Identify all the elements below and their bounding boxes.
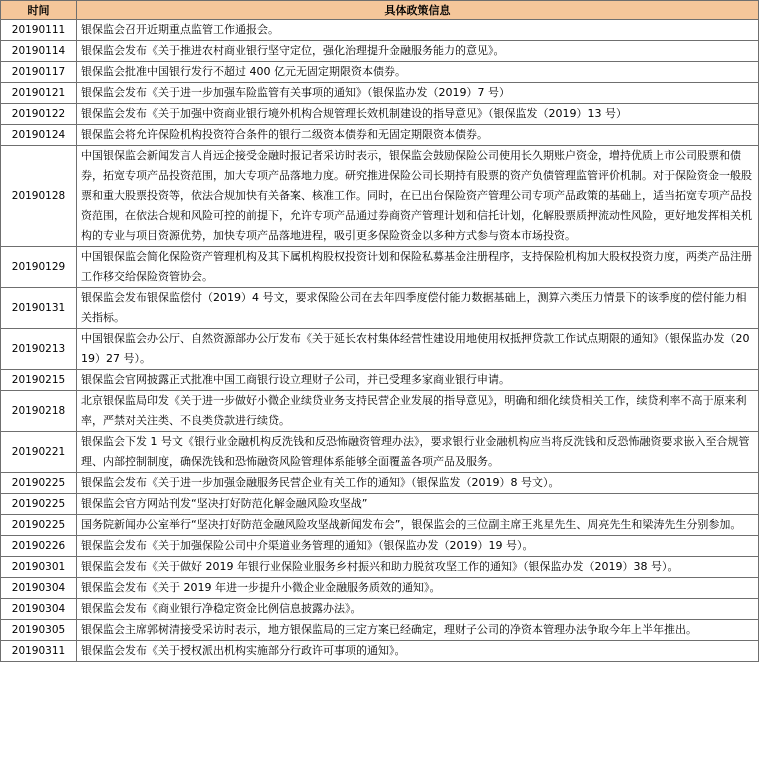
table-row xyxy=(1,473,759,494)
date-cell: 20190225 xyxy=(1,473,77,494)
info-cell: 银保监会官方网站刊发“坚决打好防范化解金融风险攻坚战” xyxy=(77,494,759,515)
date-cell: 20190117 xyxy=(1,62,77,83)
table-row xyxy=(1,536,759,557)
date-cell: 20190221 xyxy=(1,432,77,473)
table-row xyxy=(1,125,759,146)
table-row xyxy=(1,391,759,432)
table-row xyxy=(1,104,759,125)
info-cell: 银保监会发布《关于进一步加强车险监管有关事项的通知》（银保监办发（2019）7 号） xyxy=(77,83,759,104)
table-row xyxy=(1,288,759,329)
info-cell: 中国银保监会新闻发言人肖远企接受金融时报记者采访时表示，银保监会鼓励保险公司使用长久期账户资金，增持优质上市公司股票和债券，拓宽专项产品投资范围，加大专项产品落地力度。研究推进保险公司长期持有股票的资产负债管理监管评价机制。对于保险资金一般股票和重大股票投资等，依法合规加快有关备案、核准工作。同时，在已出台保险资产管理公司专项产品政策的基础上，适当拓宽专项产品投资范围，在依法合规和风险可控的前提下，允许专项产品通过券商资产管理计划和信托计划，化解股票质押流动性风险，更好地发挥相关机构的专业与项目资源优势，加快专项产品落地进程，吸引更多保险资金以多种方式参与资本市场投资。 xyxy=(77,146,759,247)
table-row xyxy=(1,599,759,620)
date-cell: 20190129 xyxy=(1,247,77,288)
table-row xyxy=(1,83,759,104)
header-row xyxy=(1,1,759,20)
info-cell: 银保监会发布《关于推进农村商业银行坚守定位，强化治理提升金融服务能力的意见》。 xyxy=(77,41,759,62)
info-cell: 银保监会召开近期重点监管工作通报会。 xyxy=(77,20,759,41)
header-date: 时间 xyxy=(1,1,77,20)
date-cell: 20190226 xyxy=(1,536,77,557)
date-cell: 20190121 xyxy=(1,83,77,104)
info-cell: 银保监会将允许保险机构投资符合条件的银行二级资本债券和无固定期限资本债券。 xyxy=(77,125,759,146)
date-cell: 20190225 xyxy=(1,515,77,536)
table-row xyxy=(1,494,759,515)
info-cell: 银保监会主席郭树清接受采访时表示，地方银保监局的三定方案已经确定，理财子公司的净资本管理办法争取今年上半年推出。 xyxy=(77,620,759,641)
header-info: 具体政策信息 xyxy=(77,1,759,20)
table-row xyxy=(1,641,759,662)
info-cell: 银保监会发布《关于加强保险公司中介渠道业务管理的通知》（银保监办发（2019）19 号）。 xyxy=(77,536,759,557)
info-cell: 银保监会发布银保监偿付（2019）4 号文，要求保险公司在去年四季度偿付能力数据基础上，测算六类压力情景下的该季度的偿付能力相关指标。 xyxy=(77,288,759,329)
table-row xyxy=(1,20,759,41)
table-header xyxy=(1,1,759,20)
date-cell: 20190301 xyxy=(1,557,77,578)
date-cell: 20190124 xyxy=(1,125,77,146)
date-cell: 20190122 xyxy=(1,104,77,125)
info-cell: 银保监会下发 1 号文《银行业金融机构反洗钱和反恐怖融资管理办法》，要求银行业金融机构应当将反洗钱和反恐怖融资要求嵌入至合规管理、内部控制制度，确保洗钱和恐怖融资风险管理体系能够全面覆盖各项产品及服务。 xyxy=(77,432,759,473)
table-row xyxy=(1,557,759,578)
date-cell: 20190213 xyxy=(1,329,77,370)
info-cell: 银保监会官网披露正式批准中国工商银行设立理财子公司，并已受理多家商业银行申请。 xyxy=(77,370,759,391)
info-cell: 银保监会发布《关于加强中资商业银行境外机构合规管理长效机制建设的指导意见》（银保监发（2019）13 号） xyxy=(77,104,759,125)
table-row xyxy=(1,578,759,599)
table-row xyxy=(1,370,759,391)
info-cell: 银保监会发布《关于授权派出机构实施部分行政许可事项的通知》。 xyxy=(77,641,759,662)
date-cell: 20190304 xyxy=(1,599,77,620)
info-cell: 中国银保监会简化保险资产管理机构及其下属机构股权投资计划和保险私募基金注册程序，支持保险机构加大股权投资力度，两类产品注册工作移交给保险资管协会。 xyxy=(77,247,759,288)
info-cell: 银保监会发布《商业银行净稳定资金比例信息披露办法》。 xyxy=(77,599,759,620)
table-row xyxy=(1,146,759,247)
table-row xyxy=(1,329,759,370)
info-cell: 北京银保监局印发《关于进一步做好小微企业续贷业务支持民营企业发展的指导意见》，明确和细化续贷相关工作，续贷利率不高于原来利率，严禁对关注类、不良类贷款进行续贷。 xyxy=(77,391,759,432)
table-body xyxy=(1,20,759,662)
info-cell: 银保监会发布《关于做好 2019 年银行业保险业服务乡村振兴和助力脱贫攻坚工作的通知》（银保监办发（2019）38 号）。 xyxy=(77,557,759,578)
date-cell: 20190218 xyxy=(1,391,77,432)
table-row xyxy=(1,432,759,473)
info-cell: 银保监会发布《关于 2019 年进一步提升小微企业金融服务质效的通知》。 xyxy=(77,578,759,599)
info-cell: 中国银保监会办公厅、自然资源部办公厅发布《关于延长农村集体经营性建设用地使用权抵押贷款工作试点期限的通知》（银保监办发（2019）27 号）。 xyxy=(77,329,759,370)
table-row xyxy=(1,515,759,536)
info-cell: 银保监会发布《关于进一步加强金融服务民营企业有关工作的通知》（银保监发（2019）8 号文）。 xyxy=(77,473,759,494)
date-cell: 20190225 xyxy=(1,494,77,515)
date-cell: 20190304 xyxy=(1,578,77,599)
date-cell: 20190128 xyxy=(1,146,77,247)
date-cell: 20190111 xyxy=(1,20,77,41)
date-cell: 20190311 xyxy=(1,641,77,662)
table-row xyxy=(1,620,759,641)
date-cell: 20190131 xyxy=(1,288,77,329)
info-cell: 国务院新闻办公室举行“坚决打好防范金融风险攻坚战新闻发布会”，银保监会的三位副主席王兆星先生、周亮先生和梁涛先生分别参加。 xyxy=(77,515,759,536)
date-cell: 20190215 xyxy=(1,370,77,391)
table-row xyxy=(1,62,759,83)
table-row xyxy=(1,41,759,62)
info-cell: 银保监会批准中国银行发行不超过 400 亿元无固定期限资本债券。 xyxy=(77,62,759,83)
table-row xyxy=(1,247,759,288)
date-cell: 20190114 xyxy=(1,41,77,62)
date-cell: 20190305 xyxy=(1,620,77,641)
